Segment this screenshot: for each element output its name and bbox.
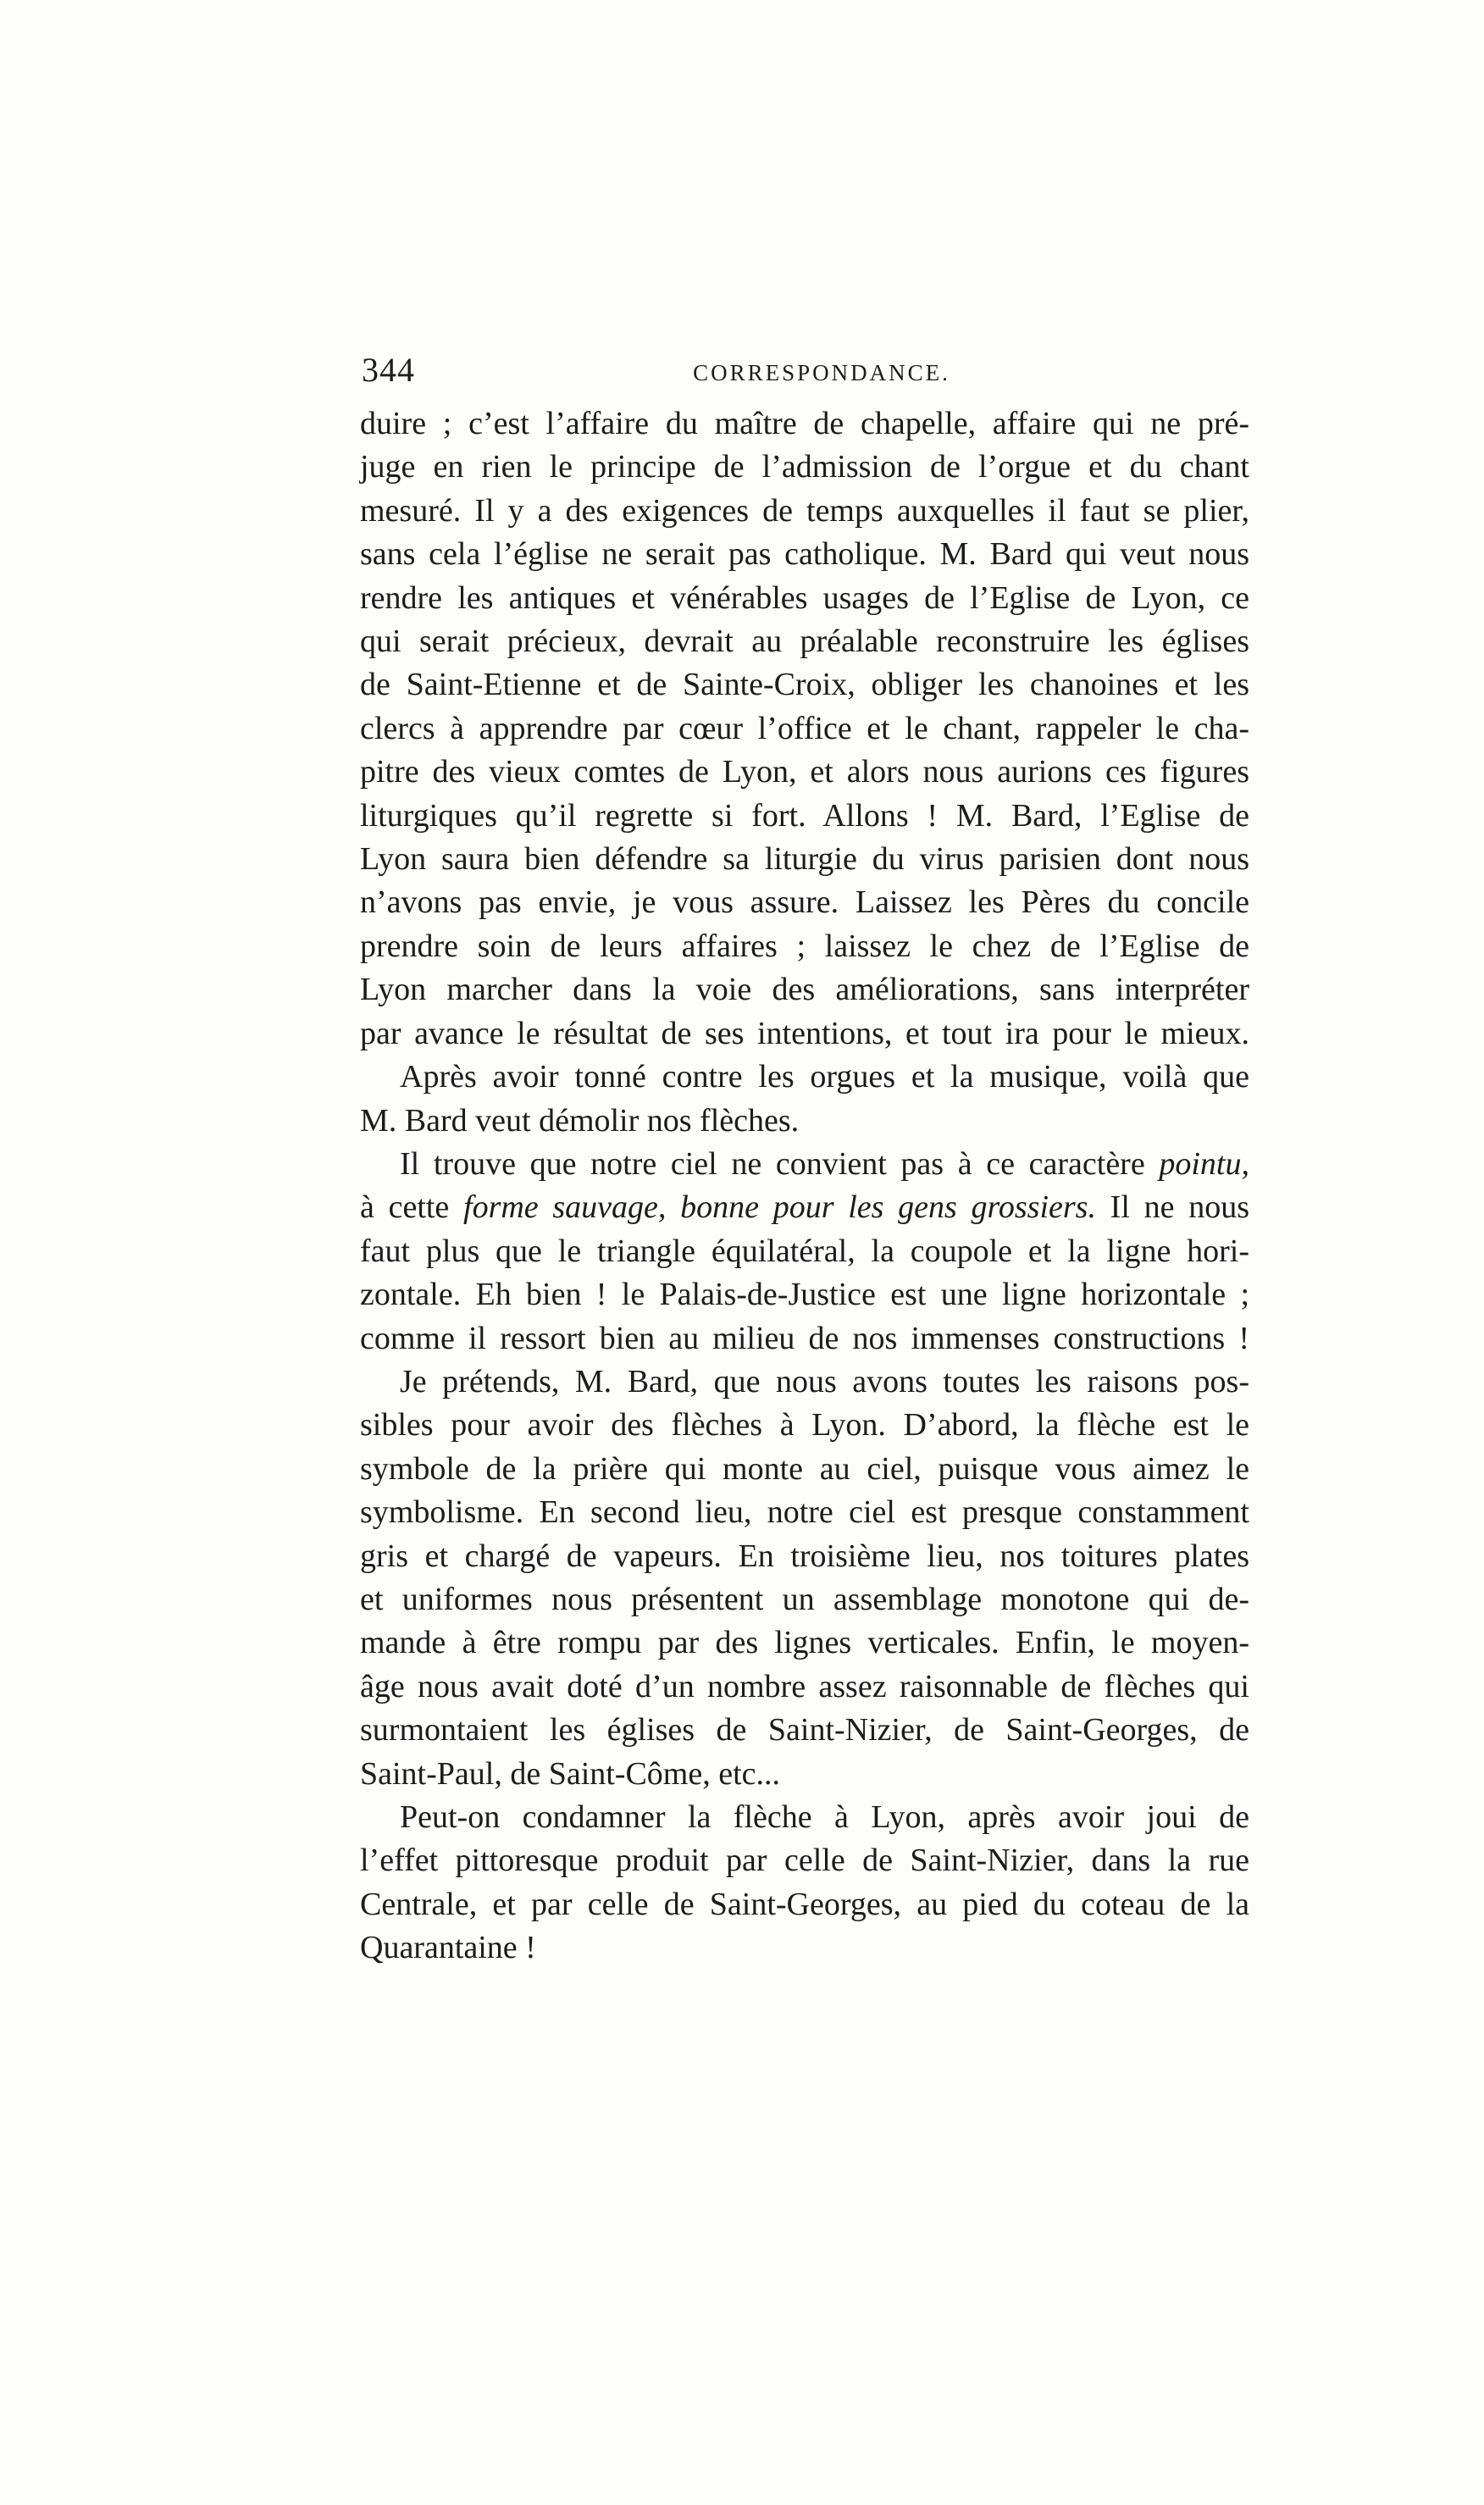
text-line: symbolisme. En second lieu, notre ciel est presque constamment [360,1494,1249,1531]
text-line: n’avons pas envie, je vous assure. Laissez les Pères du concile [360,884,1249,921]
paragraph-5 [360,1796,1249,1970]
paragraph-2 [360,1056,1249,1143]
running-title: CORRESPONDANCE. [693,360,950,385]
text-line: âge nous avait doté d’un nombre assez raisonnable de flèches qui [360,1668,1249,1704]
text-line: Peut-on condamner la flèche à Lyon, après avoir joui de [400,1799,1249,1835]
text-line: rendre les antiques et vénérables usages de l’Eglise de Lyon, ce [360,579,1249,616]
text-line: Lyon marcher dans la voie des améliorations, sans interpréter [360,972,1249,1008]
text-line: Saint-Paul, de Saint-Côme, etc... [360,1755,781,1792]
page-number: 344 [362,351,415,389]
text-line: mande à être rompu par des lignes verticales. Enfin, le moyen- [360,1625,1249,1661]
text-line: de Saint-Etienne et de Sainte-Croix, obliger les chanoines et les [360,667,1249,703]
text-run: Il ne nous [1095,1189,1249,1226]
text-line: prendre soin de leurs affaires ; laissez le chez de l’Eglise de [360,928,1249,964]
text-line: et uniformes nous présentent un assemblage monotone qui de- [360,1581,1249,1617]
text-line: Lyon saura bien défendre sa liturgie du virus parisien dont nous [360,841,1249,878]
italic-run: forme sauvage, bonne pour les gens grossiers. [463,1189,1096,1226]
text-line: comme il ressort bien au milieu de nos immenses constructions ! [360,1320,1249,1356]
italic-run: pointu, [1159,1145,1249,1182]
text-line: Centrale, et par celle de Saint-Georges, au pied du coteau de la [360,1886,1249,1922]
text-line: liturgiques qu’il regrette si fort. Allons ! M. Bard, l’Eglise de [360,797,1249,834]
running-head [360,343,1249,402]
text-line: par avance le résultat de ses intentions, et tout ira pour le mieux. [360,1015,1249,1051]
paragraph-3 [360,1143,1249,1361]
text-line: symbole de la prière qui monte au ciel, puisque vous aimez le [360,1450,1249,1487]
text-line [360,1143,1249,1186]
text-line: l’effet pittoresque produit par celle de Saint-Nizier, dans la rue [360,1843,1249,1879]
text-line: clercs à apprendre par cœur l’office et le chant, rappeler le cha- [360,710,1249,746]
text-run: à cette [360,1189,464,1226]
text-line: zontale. Eh bien ! le Palais-de-Justice est une ligne horizontale ; [360,1277,1249,1313]
text-line: gris et chargé de vapeurs. En troisième lieu, nos toitures plates [360,1538,1249,1574]
text-line: sibles pour avoir des flèches à Lyon. D’abord, la flèche est le [360,1407,1249,1444]
text-line: duire ; c’est l’affaire du maître de chapelle, affaire qui ne pré- [360,406,1249,441]
text-line: Quarantaine ! [360,1930,536,1966]
text-line: surmontaient les églises de Saint-Nizier, de Saint-Georges, de [360,1712,1249,1749]
text-line: faut plus que le triangle équilatéral, la coupole et la ligne hori- [360,1233,1249,1269]
text-line: pitre des vieux comtes de Lyon, et alors nous aurions ces figures [360,754,1249,790]
text-run: Il trouve que notre ciel ne convient pas à ce caractère [400,1145,1160,1182]
text-line: qui serait précieux, devrait au préalable reconstruire les églises [360,623,1249,660]
text-line [360,1186,1249,1229]
text-line: Je prétends, M. Bard, que nous avons toutes les raisons pos- [400,1363,1249,1399]
text-line: mesuré. Il y a des exigences de temps auxquelles il faut se plier, [360,492,1249,529]
text-block [360,343,1249,1970]
text-line: M. Bard veut démolir nos flèches. [360,1102,800,1139]
text-line: sans cela l’église ne serait pas catholique. M. Bard qui veut nous [360,536,1249,573]
paragraph-1 [360,402,1249,1056]
text-line: Après avoir tonné contre les orgues et la musique, voilà que [400,1059,1249,1095]
text-line: juge en rien le principe de l’admission de l’orgue et du chant [360,449,1249,485]
paragraph-4 [360,1361,1249,1796]
